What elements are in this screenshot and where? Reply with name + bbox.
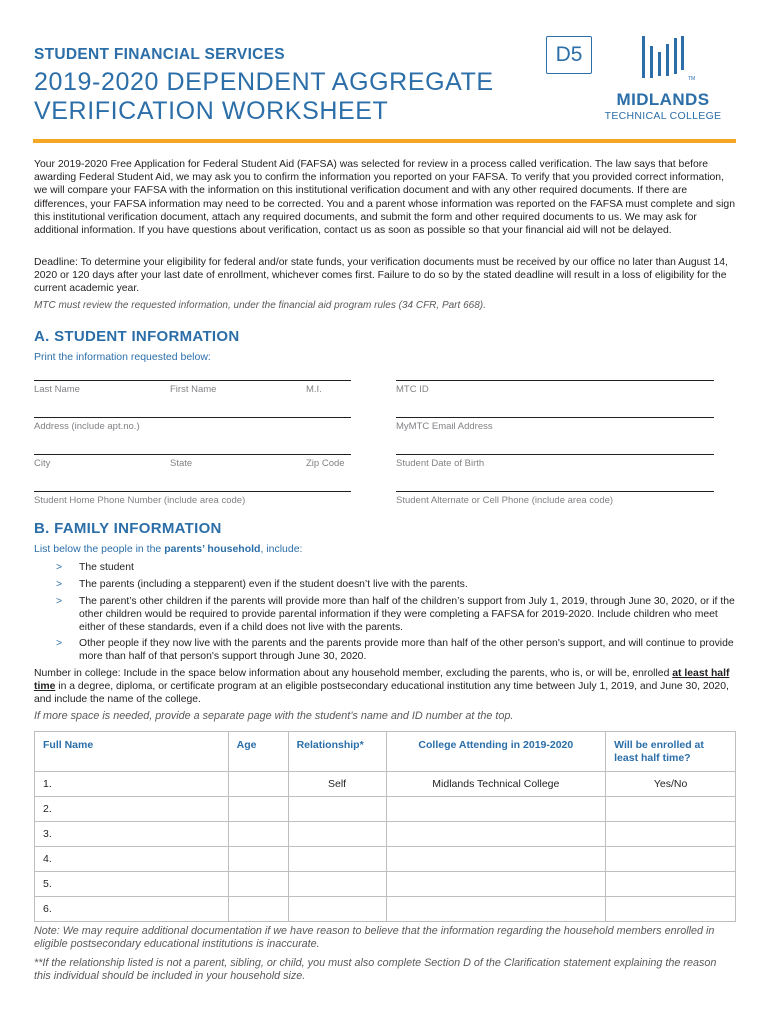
- college-cell[interactable]: [386, 797, 606, 822]
- middle-initial-label: M.I.: [306, 384, 322, 395]
- enrolled-cell[interactable]: Yes/No: [606, 772, 736, 797]
- header-college: College Attending in 2019-2020: [386, 732, 606, 772]
- first-name-label: First Name: [170, 384, 217, 395]
- section-a-subheading: Print the information requested below:: [34, 351, 211, 363]
- row-number[interactable]: 3.: [35, 822, 229, 847]
- logo-subtitle: TECHNICAL COLLEGE: [604, 110, 722, 122]
- table-row: [35, 822, 736, 847]
- relationship-cell[interactable]: [288, 797, 386, 822]
- email-field[interactable]: [396, 417, 714, 437]
- email-label: MyMTC Email Address: [396, 421, 493, 432]
- table-row: [35, 772, 736, 797]
- college-cell[interactable]: Midlands Technical College: [386, 772, 606, 797]
- row-number[interactable]: 2.: [35, 797, 229, 822]
- address-field[interactable]: [34, 417, 351, 437]
- date-of-birth-label: Student Date of Birth: [396, 458, 485, 469]
- bullet-item: The parents (including a stepparent) even if the student doesn’t live with the parents.: [79, 579, 468, 590]
- age-cell[interactable]: [228, 822, 288, 847]
- relationship-footnote: **If the relationship listed is not a parent, sibling, or child, you must also complete Section D of the Clarification statement explaining the reason this individual should be included in your household size.: [34, 957, 717, 982]
- table-row: [35, 872, 736, 897]
- college-cell[interactable]: [386, 847, 606, 872]
- number-in-college-paragraph: [34, 667, 736, 707]
- city-label: City: [34, 458, 51, 469]
- row-number[interactable]: 5.: [35, 872, 229, 897]
- documentation-footnote: Note: We may require additional documentation if we have reason to believe that the information regarding the household members enrolled in eligible postsecondary educational institutions is inaccurate.: [34, 925, 715, 950]
- header-divider: [33, 139, 736, 143]
- relationship-cell[interactable]: [288, 822, 386, 847]
- home-phone-field[interactable]: [34, 491, 351, 511]
- form-code-badge: D5: [546, 36, 592, 74]
- college-cell[interactable]: [386, 897, 606, 922]
- age-cell[interactable]: [228, 897, 288, 922]
- bullet-marker: >: [56, 561, 63, 573]
- header-age: Age: [228, 732, 288, 772]
- home-phone-label: Student Home Phone Number (include area code): [34, 495, 246, 506]
- title-line-2: VERIFICATION WORKSHEET: [34, 97, 389, 125]
- bullet-marker: >: [56, 578, 63, 590]
- age-cell[interactable]: [228, 797, 288, 822]
- enrolled-cell[interactable]: [606, 897, 736, 922]
- regulation-note: MTC must review the requested information, under the financial aid program rules (34 CFR, Part 668).: [34, 300, 486, 311]
- section-b-subheading: [34, 543, 302, 555]
- bullet-item: The student: [79, 562, 134, 573]
- table-row: [35, 847, 736, 872]
- mtc-id-field[interactable]: [396, 380, 714, 400]
- header-full-name: Full Name: [35, 732, 229, 772]
- city-state-zip-field[interactable]: [34, 454, 351, 474]
- row-number[interactable]: 1.: [35, 772, 229, 797]
- date-of-birth-field[interactable]: [396, 454, 714, 474]
- section-a-heading: A. STUDENT INFORMATION: [34, 328, 240, 345]
- age-cell[interactable]: [228, 772, 288, 797]
- enrolled-cell[interactable]: [606, 822, 736, 847]
- table-row: [35, 897, 736, 922]
- table-row: [35, 797, 736, 822]
- bullet-item: The parent’s other children if the parents will provide more than half of the children’s support from July 1, 2019, through June 30, 2020, or if the other children would be required to provide parental information if they were completing a FAFSA for 2019-2020. Include children who meet either of these standards, even if a child does not live with the parents.: [79, 596, 735, 634]
- relationship-cell[interactable]: Self: [288, 772, 386, 797]
- header-relationship: Relationship*: [288, 732, 386, 772]
- department-name: STUDENT FINANCIAL SERVICES: [34, 46, 285, 63]
- last-name-label: Last Name: [34, 384, 80, 395]
- row-number[interactable]: 4.: [35, 847, 229, 872]
- enrolled-cell[interactable]: [606, 847, 736, 872]
- college-text-suffix: in a degree, diploma, or certificate program at an eligible postsecondary educational institution any time between July 1, 2019, and June 30, 2020, and include the name of the college.: [34, 681, 729, 706]
- relationship-cell[interactable]: [288, 847, 386, 872]
- section-b-sub-bold: parents’ household: [164, 543, 261, 555]
- age-cell[interactable]: [228, 847, 288, 872]
- logo-bars-icon: [640, 34, 686, 80]
- extra-space-note: If more space is needed, provide a separate page with the student’s name and ID number at the top.: [34, 710, 514, 722]
- alternate-phone-label: Student Alternate or Cell Phone (include area code): [396, 495, 614, 506]
- college-cell[interactable]: [386, 822, 606, 847]
- table-header-row: [35, 732, 736, 772]
- enrolled-cell[interactable]: [606, 872, 736, 897]
- title-line-1: 2019-2020 DEPENDENT AGGREGATE: [34, 68, 494, 96]
- age-cell[interactable]: [228, 872, 288, 897]
- section-b-heading: B. FAMILY INFORMATION: [34, 520, 222, 537]
- section-b-sub-suffix: , include:: [260, 543, 303, 555]
- bullet-marker: >: [56, 595, 63, 607]
- row-number[interactable]: 6.: [35, 897, 229, 922]
- address-label: Address (include apt.no.): [34, 421, 140, 432]
- trademark-mark: TM: [688, 76, 696, 82]
- college-text-emphasis: at least half time: [34, 668, 730, 693]
- deadline-paragraph: Deadline: To determine your eligibility for federal and/or state funds, your verification documents must be received by our office no later than August 14, 2020 or 120 days after your last date of enrollment, whichever comes first. Failure to do so by the stated deadline will result in a loss of eligibility for the current academic year.: [34, 257, 728, 295]
- header-enrolled: Will be enrolled at least half time?: [606, 732, 736, 772]
- section-b-sub-prefix: List below the people in the: [34, 543, 165, 555]
- college-logo: [604, 34, 722, 122]
- enrolled-cell[interactable]: [606, 797, 736, 822]
- alternate-phone-field[interactable]: [396, 491, 714, 511]
- student-name-field[interactable]: [34, 380, 351, 400]
- zip-label: Zip Code: [306, 458, 345, 469]
- state-label: State: [170, 458, 193, 469]
- college-cell[interactable]: [386, 872, 606, 897]
- household-table: [34, 731, 736, 922]
- page-title: [34, 68, 494, 126]
- relationship-cell[interactable]: [288, 897, 386, 922]
- bullet-marker: >: [56, 637, 63, 649]
- bullet-item: Other people if they now live with the parents and the parents provide more than half of the other person's support, and will continue to provide more than half of that person's support through June 30, 2020.: [79, 638, 734, 663]
- logo-name: MIDLANDS: [616, 90, 710, 109]
- college-text-prefix: Number in college: Include in the space below information about any household member, excluding the parents, who is, or will be, enrolled: [34, 668, 673, 679]
- relationship-cell[interactable]: [288, 872, 386, 897]
- intro-paragraph: Your 2019-2020 Free Application for Federal Student Aid (FAFSA) was selected for review in a process called verification. The law says that before awarding Federal Student Aid, we may ask you to confirm the information you reported on your FAFSA. To verify that you provided correct information, we will compare your FAFSA with the information on this institutional verification document and with any other required documents. If there are differences, your FAFSA information may need to be corrected. You and a parent whose information was reported on the FAFSA must complete and sign this institutional verification document, attach any required documents, and submit the form and other required documents to us. We may ask for additional information. If you have questions about verification, contact us as soon as possible so that your financial aid will not be delayed.: [34, 159, 735, 237]
- mtc-id-label: MTC ID: [396, 384, 429, 395]
